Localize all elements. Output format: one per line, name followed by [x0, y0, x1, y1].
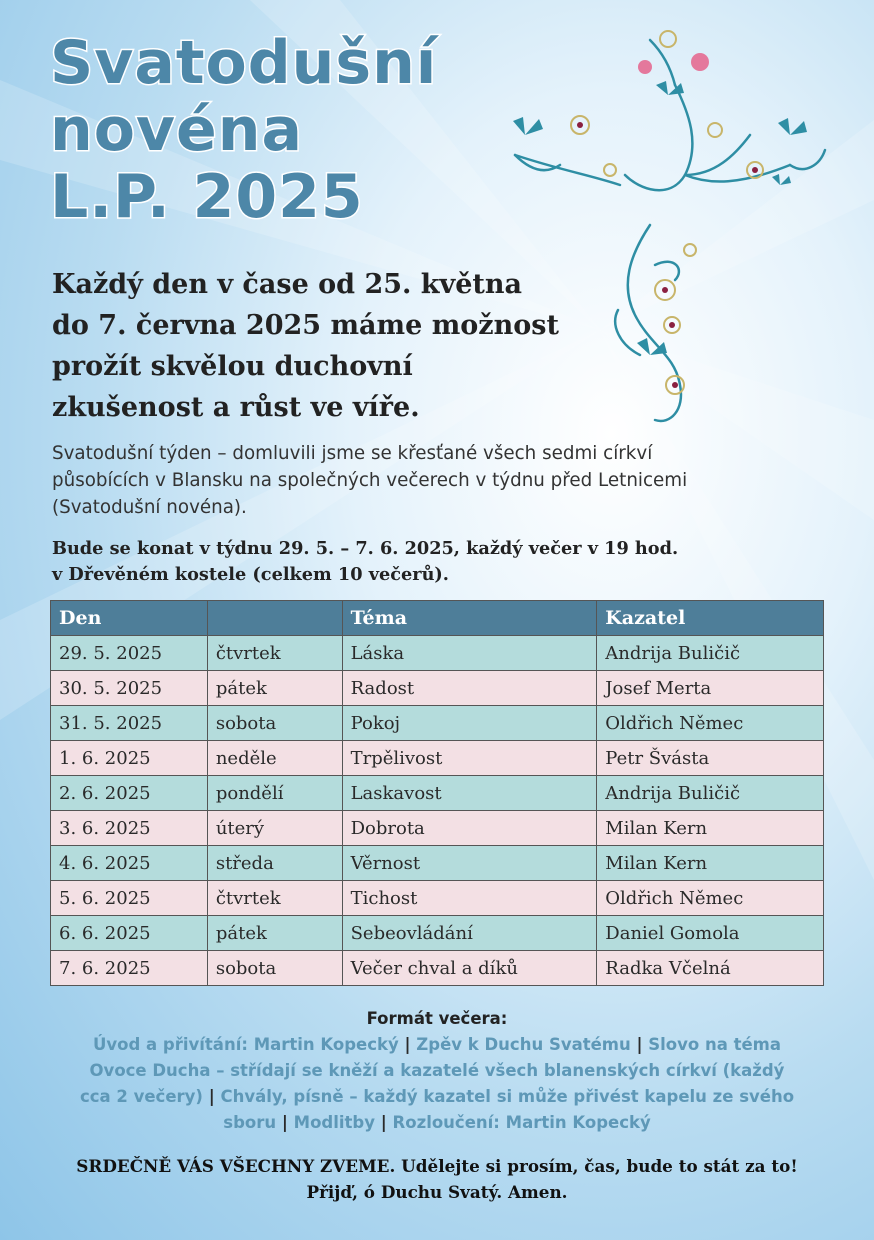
cell-topic: Pokoj: [342, 706, 597, 741]
header-topic: Téma: [342, 601, 597, 636]
table-row: [51, 811, 824, 846]
cell-date: 5. 6. 2025: [51, 881, 208, 916]
cell-topic: Večer chval a díků: [342, 951, 597, 986]
cell-date: 1. 6. 2025: [51, 741, 208, 776]
cell-weekday: sobota: [207, 706, 342, 741]
cell-topic: Láska: [342, 636, 597, 671]
format-separator: |: [208, 1087, 215, 1106]
title-line-2: novéna: [50, 95, 303, 165]
format-separator: |: [380, 1113, 387, 1132]
table-header-row: [51, 601, 824, 636]
lead-line-2: do 7. června 2025 máme možnost: [52, 310, 559, 341]
title-line-3: L.P. 2025: [50, 162, 364, 232]
cell-weekday: sobota: [207, 951, 342, 986]
intro-line-1: Svatodušní týden – domluvili jsme se křesťané všech sedmi církví: [52, 443, 653, 464]
format-item-praise: Chvály, písně – každý kazatel si může přivést kapelu ze svého: [220, 1087, 795, 1106]
schedule-line-2: v Dřevěném kostele (celkem 10 večerů).: [52, 564, 449, 585]
table-row: [51, 916, 824, 951]
cell-topic: Věrnost: [342, 846, 597, 881]
lead-line-4: zkušenost a růst ve víře.: [52, 392, 420, 423]
format-separator: |: [404, 1035, 411, 1054]
cell-date: 2. 6. 2025: [51, 776, 208, 811]
cell-weekday: neděle: [207, 741, 342, 776]
cell-topic: Dobrota: [342, 811, 597, 846]
format-item-praise-end: sboru: [223, 1113, 277, 1132]
lead-line-3: prožít skvělou duchovní: [52, 351, 413, 382]
closing-line-2: Přijď, ó Duchu Svatý. Amen.: [306, 1182, 568, 1202]
schedule-table: [50, 600, 824, 986]
format-program: [52, 1032, 822, 1136]
cell-weekday: pondělí: [207, 776, 342, 811]
intro-line-2: působících v Blansku na společných večerech v týdnu před Letnicemi: [52, 470, 688, 491]
title-line-1: Svatodušní: [50, 28, 438, 98]
table-row: [51, 881, 824, 916]
lead-paragraph: [52, 264, 612, 428]
cell-preacher: Radka Včelná: [597, 951, 824, 986]
cell-topic: Sebeovládání: [342, 916, 597, 951]
closing-invitation: [30, 1153, 844, 1205]
cell-preacher: Andrija Buličič: [597, 776, 824, 811]
cell-topic: Trpělivost: [342, 741, 597, 776]
cell-weekday: čtvrtek: [207, 881, 342, 916]
cell-weekday: pátek: [207, 916, 342, 951]
cell-preacher: Milan Kern: [597, 846, 824, 881]
schedule-line-1: Bude se konat v týdnu 29. 5. – 7. 6. 2025, každý večer v 19 hod.: [52, 538, 679, 559]
intro-line-3: (Svatodušní novéna).: [52, 497, 247, 518]
cell-weekday: středa: [207, 846, 342, 881]
cell-preacher: Milan Kern: [597, 811, 824, 846]
cell-topic: Tichost: [342, 881, 597, 916]
cell-preacher: Josef Merta: [597, 671, 824, 706]
cell-preacher: Oldřich Němec: [597, 881, 824, 916]
format-item-singing: Zpěv k Duchu Svatému: [416, 1035, 631, 1054]
format-separator: |: [281, 1113, 288, 1132]
format-item-word: Slovo na téma: [648, 1035, 782, 1054]
evening-format: [52, 1006, 822, 1136]
header-preacher: Kazatel: [597, 601, 824, 636]
cell-preacher: Oldřich Němec: [597, 706, 824, 741]
format-item-word-end: cca 2 večery): [79, 1087, 203, 1106]
format-separator: |: [636, 1035, 643, 1054]
cell-preacher: Daniel Gomola: [597, 916, 824, 951]
cell-date: 29. 5. 2025: [51, 636, 208, 671]
format-item-word-cont: Ovoce Ducha – střídají se kněží a kazatelé všech blanenských církví (každý: [89, 1061, 785, 1080]
cell-date: 30. 5. 2025: [51, 671, 208, 706]
cell-weekday: čtvrtek: [207, 636, 342, 671]
schedule-info: [52, 536, 832, 588]
cell-topic: Laskavost: [342, 776, 597, 811]
table-row: [51, 741, 824, 776]
cell-weekday: pátek: [207, 671, 342, 706]
page-title: [50, 30, 437, 231]
closing-line-1: SRDEČNĚ VÁS VŠECHNY ZVEME. Udělejte si prosím, čas, bude to stát za to!: [76, 1156, 798, 1176]
cell-date: 31. 5. 2025: [51, 706, 208, 741]
header-day: Den: [51, 601, 208, 636]
cell-preacher: Andrija Buličič: [597, 636, 824, 671]
header-weekday: [207, 601, 342, 636]
table-row: [51, 951, 824, 986]
intro-paragraph: [52, 440, 832, 521]
table-row: [51, 636, 824, 671]
cell-date: 3. 6. 2025: [51, 811, 208, 846]
cell-date: 6. 6. 2025: [51, 916, 208, 951]
format-item-farewell: Rozloučení: Martin Kopecký: [392, 1113, 651, 1132]
cell-date: 7. 6. 2025: [51, 951, 208, 986]
lead-line-1: Každý den v čase od 25. května: [52, 269, 522, 300]
format-heading: Formát večera:: [366, 1009, 508, 1028]
table-row: [51, 846, 824, 881]
cell-preacher: Petr Švásta: [597, 741, 824, 776]
format-item-prayers: Modlitby: [293, 1113, 376, 1132]
table-row: [51, 706, 824, 741]
table-row: [51, 776, 824, 811]
cell-weekday: úterý: [207, 811, 342, 846]
format-item-welcome: Úvod a přivítání: Martin Kopecký: [92, 1035, 399, 1054]
table-row: [51, 671, 824, 706]
cell-date: 4. 6. 2025: [51, 846, 208, 881]
cell-topic: Radost: [342, 671, 597, 706]
